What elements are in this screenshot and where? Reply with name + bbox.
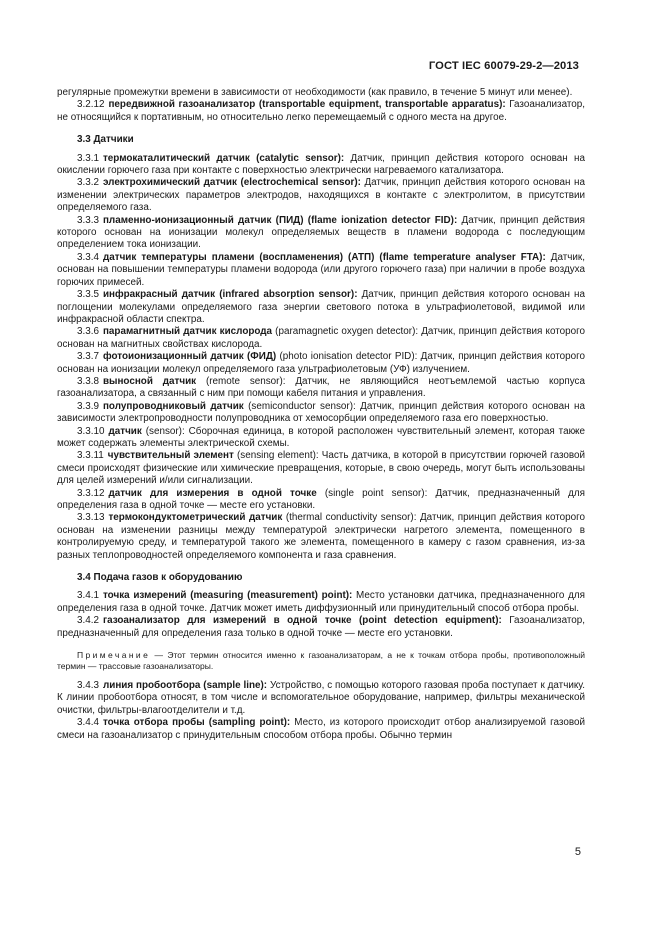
term-definition: (photo ionisation detector PID): Датчик, принцип действия которого основан на ионизации молекул определяемого газа ультрафиолетовым (УФ) излучением. [57, 351, 585, 375]
page-number: 5 [574, 846, 581, 858]
term-3-3-12 [57, 488, 585, 513]
term-title: датчик [108, 425, 142, 437]
term-title: термокаталитический датчик (catalytic sensor): [102, 152, 345, 164]
note-text: — Этот термин относится именно к газоанализаторам, а не к точкам отбора пробы, противоположный термин — трассовые газоанализаторы. [57, 650, 585, 672]
term-number: 3.3.13 [77, 512, 105, 524]
term-definition: (sensor): Сборочная единица, в которой расположен чувствительный элемент, которая также может содержать элементы электрической схемы. [57, 425, 585, 449]
term-3-3-1 [57, 153, 585, 178]
term-number: 3.3.6 [77, 326, 99, 338]
term-title: газоанализатор для измерений в одной точке (point detection equipment): [102, 615, 502, 627]
term-definition: Газоанализатор, предназначенный для определения газа только в одной точке — месте его установки. [57, 615, 585, 639]
document-header: ГОСТ IEC 60079-29-2—2013 [428, 60, 579, 72]
term-number: 3.3.5 [77, 289, 99, 301]
term-number: 3.3.10 [77, 425, 105, 437]
term-definition: (semiconductor sensor): Датчик, принцип действия которого основан на зависимости электропроводности полупроводника от хемосорбции определяемого газа его поверхностью. [57, 400, 585, 425]
term-number: 3.3.8 [77, 375, 99, 387]
section-heading-3-4: 3.4 Подача газов к оборудованию [77, 572, 243, 584]
term-title: линия пробоотбора (sample line): [102, 680, 268, 692]
term-number: 3.3.7 [77, 351, 99, 363]
term-3-3-7 [57, 351, 585, 376]
term-3-3-4 [57, 252, 585, 289]
term-title: датчик для измерения в одной точке [108, 487, 317, 499]
term-definition: Датчик, принцип действия которого основан на изменении электрических параметров электродов, находящихся в контакте с электролитом, в присутствии определяемого газа. [57, 177, 585, 214]
section-heading-3-3: 3.3 Датчики [77, 134, 134, 146]
term-3-3-11 [57, 450, 585, 487]
term-definition: (thermal conductivity sensor): Датчик, принцип действия которого основан на изменении разницы между температурой электрически нагретого элемента, помещенного в контролируемую среду, и температурой такого же элемента, помещенного в камеру с газом сравнения, из-за разных теплопроводностей определяемого компонента и газа сравнения. [57, 512, 585, 561]
term-number: 3.4.4 [77, 717, 99, 729]
term-title: фотоионизационный датчик (ФИД) [102, 351, 277, 363]
term-3-2-12 [57, 99, 585, 124]
term-definition: (sensing element): Часть датчика, в которой в присутствии горючей газовой смеси происходят физические или химические превращения, которые, в свою очередь, могут быть использованы для целей измерений и/или сигнализации. [57, 450, 586, 487]
term-3-3-8 [57, 376, 585, 401]
term-3-4-1 [57, 590, 585, 615]
term-title: термокондуктометрический датчик [108, 512, 283, 524]
term-3-3-13 [57, 512, 585, 562]
note-label: Примечание [77, 650, 151, 661]
term-number: 3.3.12 [77, 487, 105, 499]
term-definition: Место установки датчика, предназначенного для определения газа в одной точке. Датчик может иметь диффузионный или принудительный способ отбора пробы. [57, 590, 585, 614]
term-title: пламенно-ионизационный датчик (ПИД) (flame ionization detector FID): [102, 214, 458, 226]
term-3-4-4 [57, 717, 585, 742]
term-number: 3.3.9 [77, 400, 99, 412]
term-definition: (single point sensor): Датчик, предназначенный для определения газа в одной точке — месте его установки. [57, 487, 585, 511]
term-3-3-9 [57, 401, 585, 426]
term-definition: (remote sensor): Датчик, не являющийся неотъемлемой частью корпуса газоанализатора, а связанный с ним при помощи кабеля питания и управления. [57, 375, 585, 400]
term-definition: Датчик, принцип действия которого основан на ионизации молекул определяемых веществ в пламени водорода с последующим определением тока ионизации. [57, 214, 585, 251]
term-number: 3.4.3 [77, 680, 99, 692]
term-number: 3.3.2 [77, 177, 99, 189]
term-definition: Датчик, основан на повышении температуры пламени водорода (или другого горючего газа) при наличии в пробе воздуха горючих примесей. [57, 251, 585, 288]
term-title: электрохимический датчик (electrochemical sensor): [102, 177, 361, 189]
term-number: 3.3.1 [77, 152, 99, 164]
term-definition: Газоанализатор, не относящийся к портативным, но относительно легко перемещаемый с одного места на другое. [57, 99, 586, 123]
term-number: 3.4.1 [77, 590, 99, 602]
document-body [57, 87, 585, 742]
term-definition: Место, из которого происходит отбор анализируемой газовой смеси на газоанализатор с принудительным способом отбора пробы. Обычно термин [57, 717, 585, 741]
term-title: парамагнитный датчик кислорода [102, 326, 273, 338]
paragraph-intro: регулярные промежутки времени в зависимости от необходимости (как правило, в течение 5 минут или менее). [57, 87, 573, 98]
term-title: выносной датчик [102, 375, 197, 387]
term-3-4-3 [57, 680, 585, 717]
term-title: чувствительный элемент [107, 450, 234, 462]
term-title: полупроводниковый датчик [102, 400, 244, 412]
term-definition: Датчик, принцип действия которого основан на поглощении молекулами определяемого газа энергии светового потока в ультрафиолетовой, видимой или инфракрасной области спектра. [57, 289, 585, 325]
term-title: точка отбора пробы (sampling point): [102, 717, 291, 729]
term-3-3-3 [57, 215, 585, 252]
note [57, 650, 585, 672]
term-definition: (paramagnetic oxygen detector): Датчик, принцип действия которого основан на магнитных свойствах кислорода. [57, 326, 585, 350]
term-number: 3.2.12 [77, 99, 105, 111]
term-number: 3.3.11 [77, 450, 104, 462]
term-number: 3.4.2 [77, 615, 99, 627]
term-title: передвижной газоанализатор (transportable equipment, transportable apparatus): [108, 99, 506, 111]
term-3-3-6 [57, 326, 585, 351]
term-title: датчик температуры пламени (воспламенения) (АТП) (flame temperature analyser FTA): [102, 251, 546, 263]
term-3-3-2 [57, 177, 585, 214]
term-number: 3.3.3 [77, 214, 99, 226]
term-definition: Устройство, с помощью которого газовая проба поступает к датчику. К линии пробоотбора относят, в том числе и вспомогательное оборудование, например, фильтры механической очистки, фильтры-влагоотделители и т.д. [57, 680, 585, 716]
term-3-3-5 [57, 289, 585, 326]
term-3-4-2 [57, 615, 585, 640]
term-title: точка измерений (measuring (measurement) point): [102, 590, 353, 602]
term-3-3-10 [57, 426, 585, 451]
term-definition: Датчик, принцип действия которого основан на окислении горючего газа при контакте с поверхностью электрически нагреваемого катализатора. [57, 152, 585, 177]
term-number: 3.3.4 [77, 251, 99, 263]
term-title: инфракрасный датчик (infrared absorption sensor): [102, 289, 358, 301]
